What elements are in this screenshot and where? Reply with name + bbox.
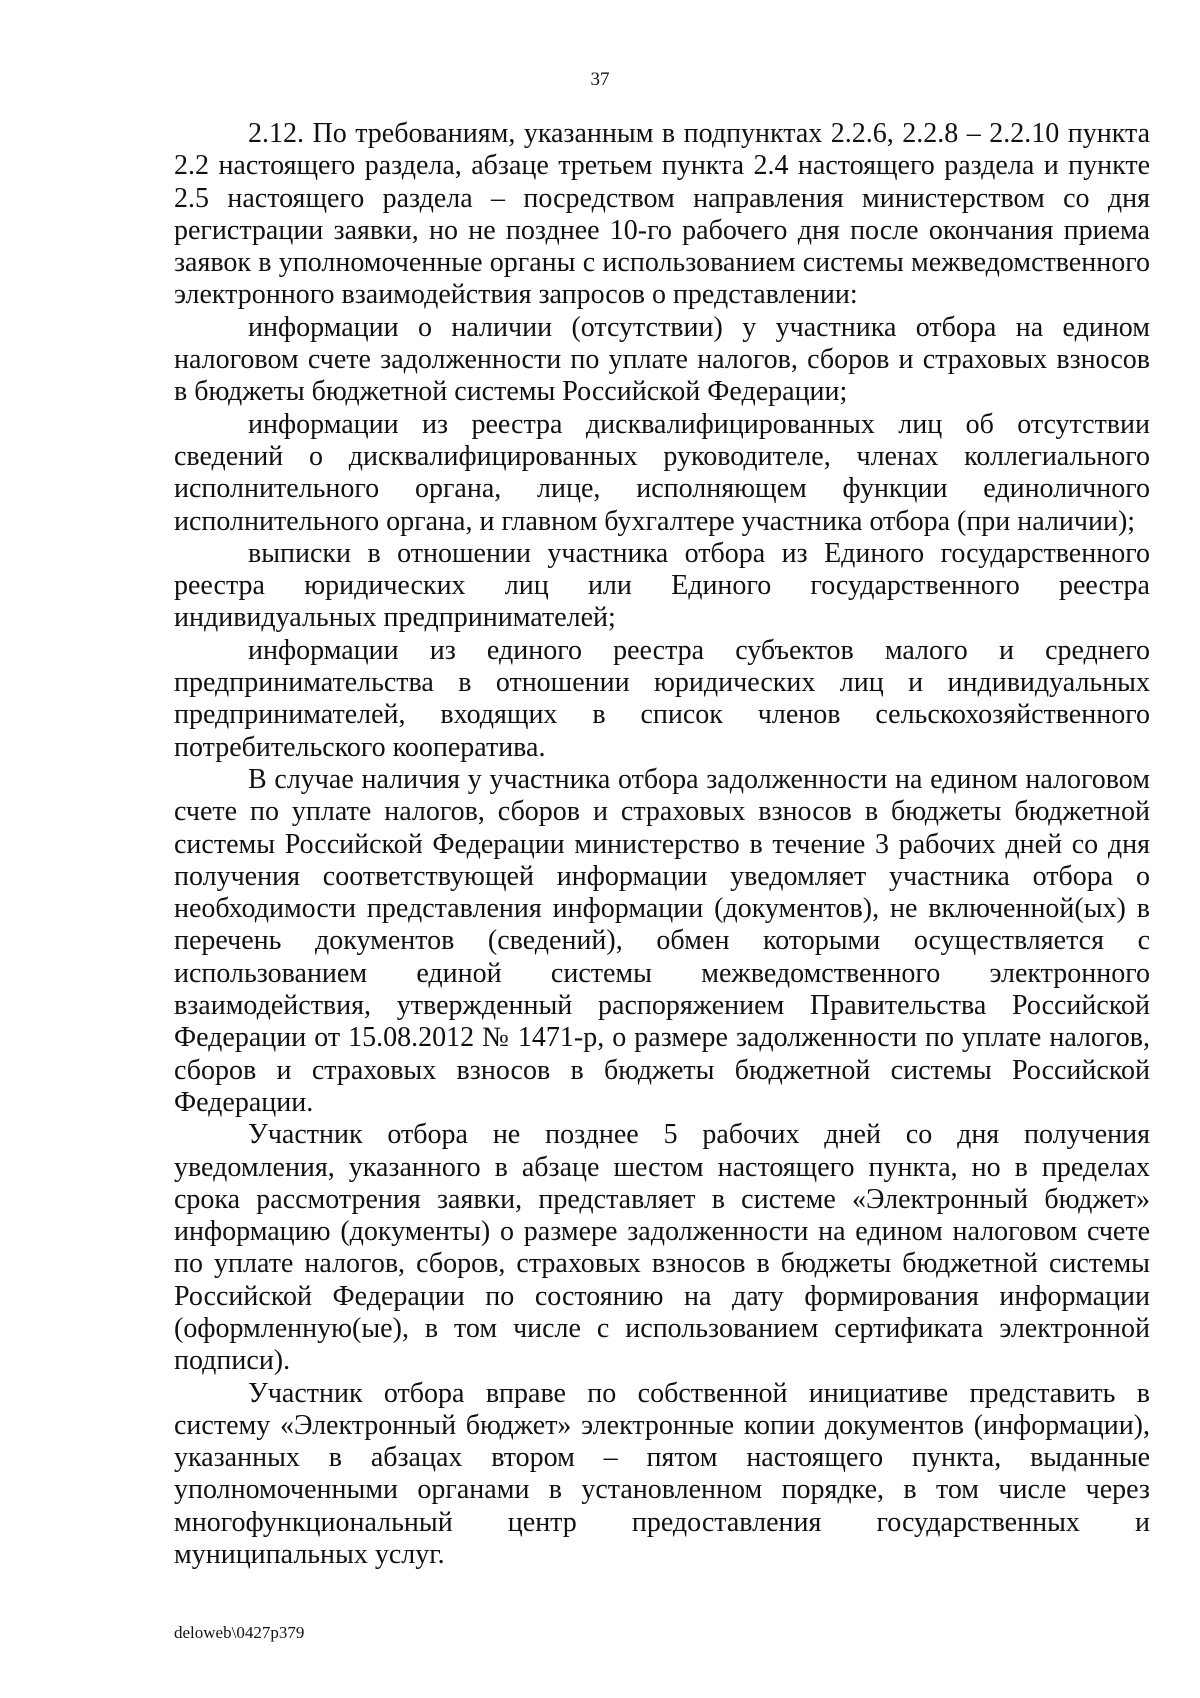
paragraph-own-initiative: Участник отбора вправе по собственной инициативе представить в систему «Электронный бюджет» электронные копии документов (информации), указанных в абзацах втором – пятом настоящего пункта, выданные уполномоченными органами в установленном порядке, в том числе через многофункциональный центр предоставления государственных и муниципальных услуг.: [174, 1377, 1150, 1571]
paragraph-debt-notification: В случае наличия у участника отбора задолженности на едином налоговом счете по уплате налогов, сборов и страховых взносов в бюджеты бюджетной системы Российской Федерации министерство в течение 3 рабочих дней со дня получения соответствующей информации уведомляет участника отбора о необходимости представления информации (документов), не включенной(ых) в перечень документов (сведений), обмен которыми осуществляется с использованием единой системы межведомственного электронного взаимодействия, утвержденный распоряжением Правительства Российской Федерации от 15.08.2012 № 1471-р, о размере задолженности по уплате налогов, сборов и страховых взносов в бюджеты бюджетной системы Российской Федерации.: [174, 763, 1150, 1118]
paragraph-state-registry-extract: выписки в отношении участника отбора из Единого государственного реестра юридических лиц или Единого государственного реестра индивидуальных предпринимателей;: [174, 537, 1150, 634]
paragraph-sme-registry: информации из единого реестра субъектов малого и среднего предпринимательства в отношении юридических лиц и индивидуальных предпринимателей, входящих в список членов сельскохозяйственного потребительского кооператива.: [174, 634, 1150, 763]
paragraph-2-12-intro: 2.12. По требованиям, указанным в подпунктах 2.2.6, 2.2.8 – 2.2.10 пункта 2.2 настоящего раздела, абзаце третьем пункта 2.4 настоящего раздела и пункте 2.5 настоящего раздела – посредством направления министерством со дня регистрации заявки, но не позднее 10-го рабочего дня после окончания приема заявок в уполномоченные органы с использованием системы межведомственного электронного взаимодействия запросов о представлении:: [174, 118, 1150, 311]
paragraph-tax-debt-info: информации о наличии (отсутствии) у участника отбора на едином налоговом счете задолженности по уплате налогов, сборов и страховых взносов в бюджеты бюджетной системы Российской Федерации;: [174, 311, 1150, 408]
paragraph-participant-response: Участник отбора не позднее 5 рабочих дней со дня получения уведомления, указанного в абзаце шестом настоящего пункта, но в пределах срока рассмотрения заявки, представляет в системе «Электронный бюджет» информацию (документы) о размере задолженности на едином налоговом счете по уплате налогов, сборов, страховых взносов в бюджеты бюджетной системы Российской Федерации по состоянию на дату формирования информации (оформленную(ые), в том числе с использованием сертификата электронной подписи).: [174, 1119, 1150, 1377]
document-body: [174, 118, 1150, 1571]
page-number: 37: [590, 69, 610, 90]
document-footer-code: deloweb\0427p379: [174, 1623, 305, 1642]
paragraph-disqualified-registry: информации из реестра дисквалифицированных лиц об отсутствии сведений о дисквалифицированных руководителе, членах коллегиального исполнительного органа, лице, исполняющем функции единоличного исполнительного органа, и главном бухгалтере участника отбора (при наличии);: [174, 408, 1150, 537]
